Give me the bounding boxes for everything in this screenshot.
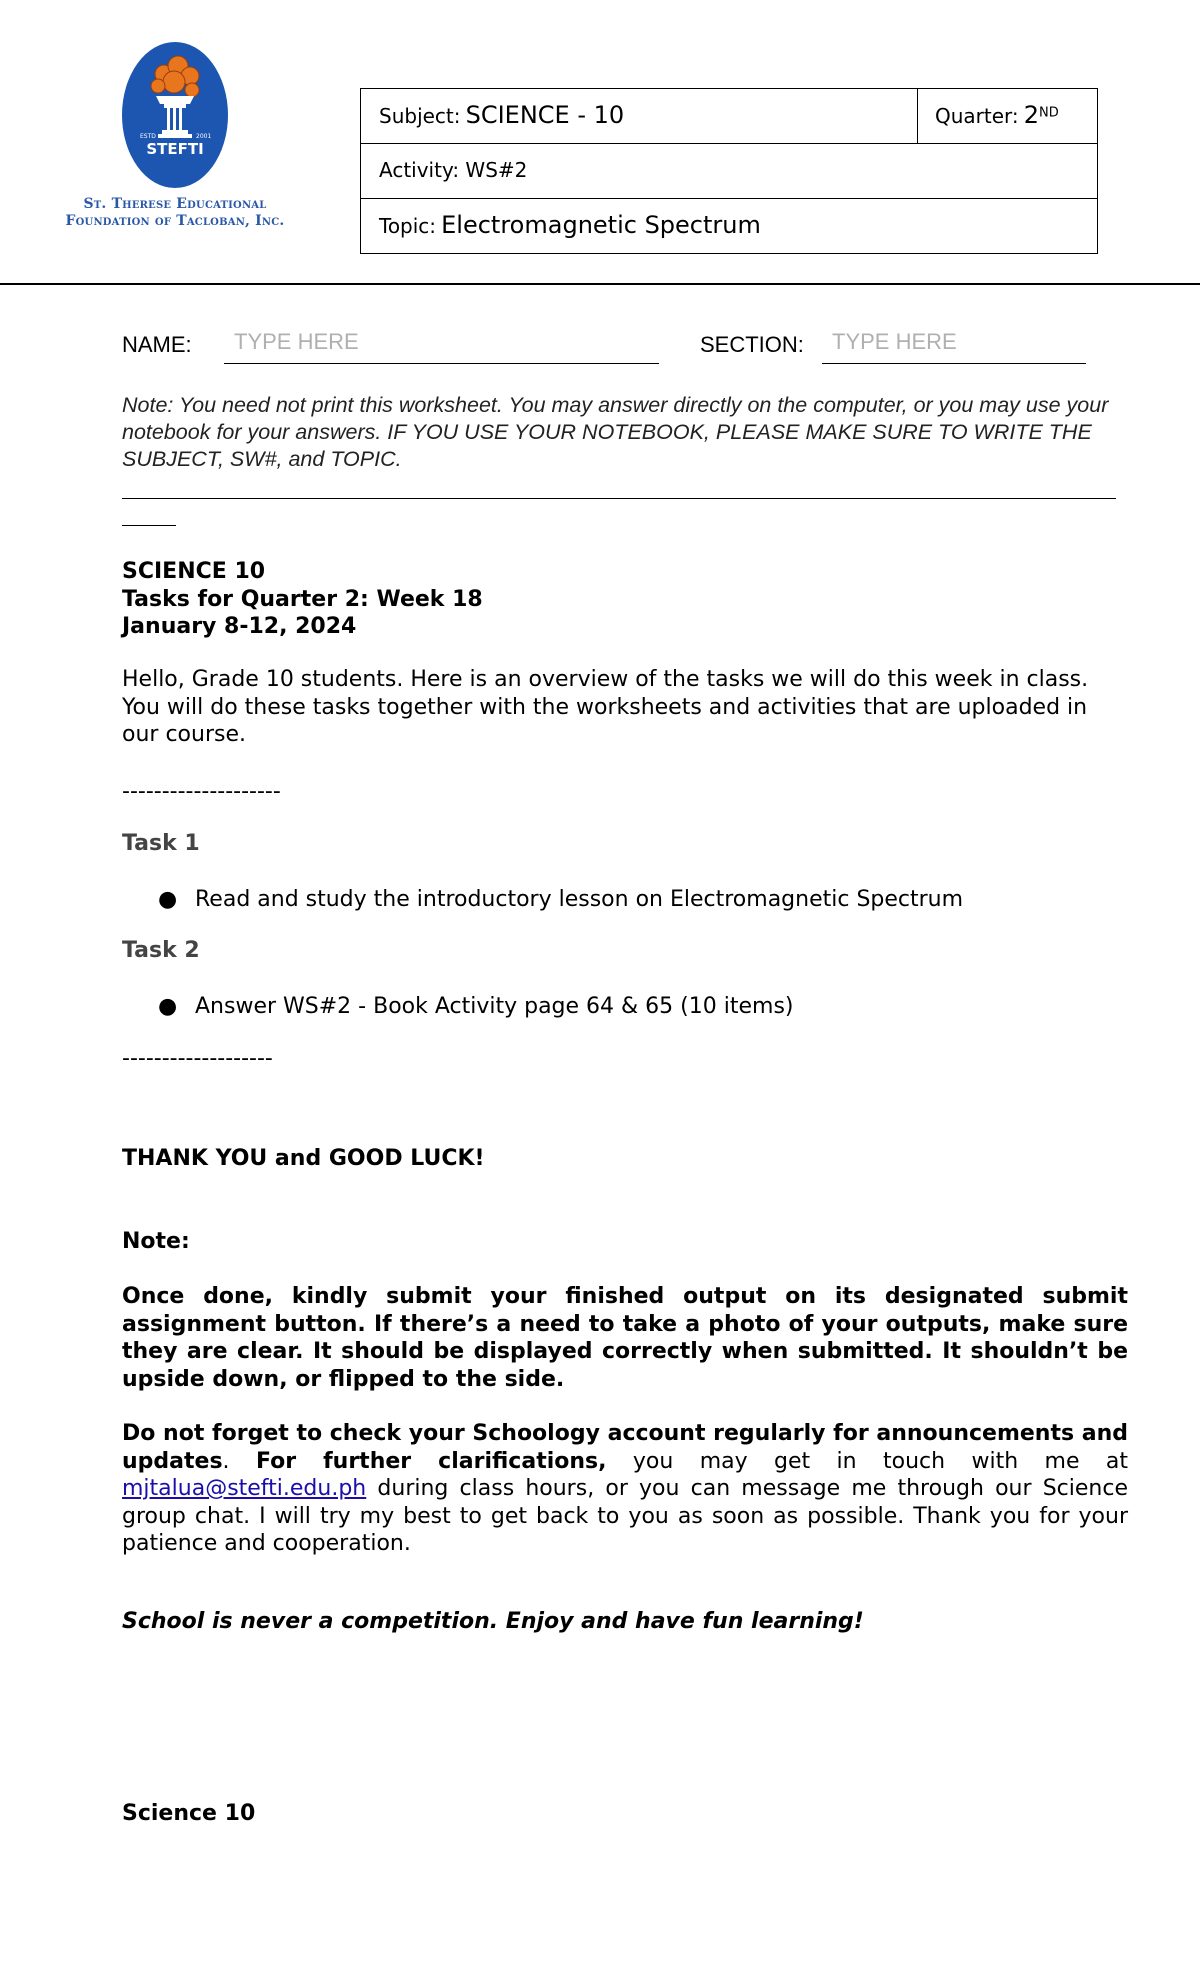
- intro-paragraph: Hello, Grade 10 students. Here is an overview of the tasks we will do this week in class. You will do these tasks together with the worksheets and activities that are uploaded in our course.: [122, 667, 1089, 747]
- subject-value: SCIENCE - 10: [465, 101, 625, 129]
- task-1-text: Read and study the introductory lesson on Electromagnetic Spectrum: [195, 887, 964, 912]
- subject-label: Subject:: [379, 104, 461, 128]
- teacher-email-link[interactable]: mjtalua@stefti.edu.ph: [122, 1476, 367, 1501]
- dashed-divider: --------------------: [122, 779, 281, 804]
- subject-cell: [379, 101, 624, 129]
- print-note: Note: You need not print this worksheet. You may answer directly on the computer, or you may use your notebook for your answers. IF YOU USE YOUR NOTEBOOK, PLEASE MAKE SURE TO WRITE THE SUBJECT, SW#, and TOPIC.: [122, 393, 1109, 471]
- quarter-cell: [935, 101, 1059, 129]
- task-2-title: Task 2: [122, 938, 200, 963]
- topic-value: Electromagnetic Spectrum: [441, 211, 761, 239]
- schoology-reminder: Do not forget to check your Schoology account regularly for announcements and updates: [122, 1421, 1128, 1474]
- quarter-suffix: ND: [1039, 105, 1059, 121]
- header-divider: [0, 283, 1200, 285]
- note-title: Note:: [122, 1229, 190, 1254]
- topic-cell: [379, 211, 761, 239]
- topic-row: [361, 199, 1097, 253]
- worksheet-info-table: [360, 88, 1098, 254]
- motto: School is never a competition. Enjoy and have fun learning!: [122, 1609, 864, 1634]
- heading-dates: January 8-12, 2024: [122, 614, 357, 639]
- svg-text:2001: 2001: [196, 133, 212, 140]
- dashed-divider: -------------------: [122, 1046, 273, 1071]
- name-label: NAME:: [122, 332, 192, 357]
- note-divider-tail: [122, 525, 176, 526]
- heading-week: Tasks for Quarter 2: Week 18: [122, 586, 483, 612]
- bullet-icon: ●: [158, 887, 178, 912]
- note-punctuation: .: [222, 1448, 256, 1474]
- quarter-value: 2: [1023, 101, 1040, 129]
- cell-divider: [917, 89, 918, 144]
- activity-label: Activity: WS#2: [379, 158, 528, 182]
- contact-text: you may get in touch with me at: [606, 1448, 1128, 1474]
- school-name-line1: St. Therese Educational: [83, 196, 267, 212]
- contact-note: [122, 1420, 1128, 1558]
- task-1-title: Task 1: [122, 831, 200, 856]
- page-footer: Science 10: [122, 1801, 256, 1826]
- contact-text-rest: during class hours, or you can message me through our Science group chat. I will try my best to get back to you as soon as possible. Thank you for your patience and cooperation.: [122, 1476, 1128, 1556]
- school-name-line2: Foundation of Tacloban, Inc.: [65, 213, 285, 229]
- school-name: [40, 196, 310, 230]
- clarifications-label: For further clarifications,: [255, 1448, 607, 1474]
- topic-label: Topic:: [379, 214, 437, 238]
- subject-row: [361, 89, 1097, 144]
- quarter-label: Quarter:: [935, 104, 1019, 128]
- task-2-item: [158, 993, 794, 1021]
- school-logo: [120, 40, 230, 190]
- heading-subject: SCIENCE 10: [122, 559, 266, 584]
- submission-note: Once done, kindly submit your finished output on its designated submit assignment button. If there’s a need to take a photo of your outputs, make sure they are clear. It should be displayed correctly when submitted. It shouldn’t be upside down, or flipped to the side.: [122, 1284, 1128, 1392]
- lesson-heading: [122, 558, 483, 641]
- svg-text:ESTD: ESTD: [140, 133, 156, 140]
- task-1-item: [158, 886, 963, 914]
- note-divider: [122, 498, 1116, 499]
- section-label: SECTION:: [700, 332, 804, 357]
- task-2-text: Answer WS#2 - Book Activity page 64 & 65 (10 items): [195, 994, 794, 1019]
- name-input[interactable]: [224, 326, 659, 364]
- bullet-icon: ●: [158, 994, 178, 1019]
- thank-you-message: THANK YOU and GOOD LUCK!: [122, 1146, 485, 1171]
- section-input[interactable]: [822, 326, 1086, 364]
- activity-row: [361, 144, 1097, 199]
- svg-text:STEFTI: STEFTI: [146, 140, 204, 158]
